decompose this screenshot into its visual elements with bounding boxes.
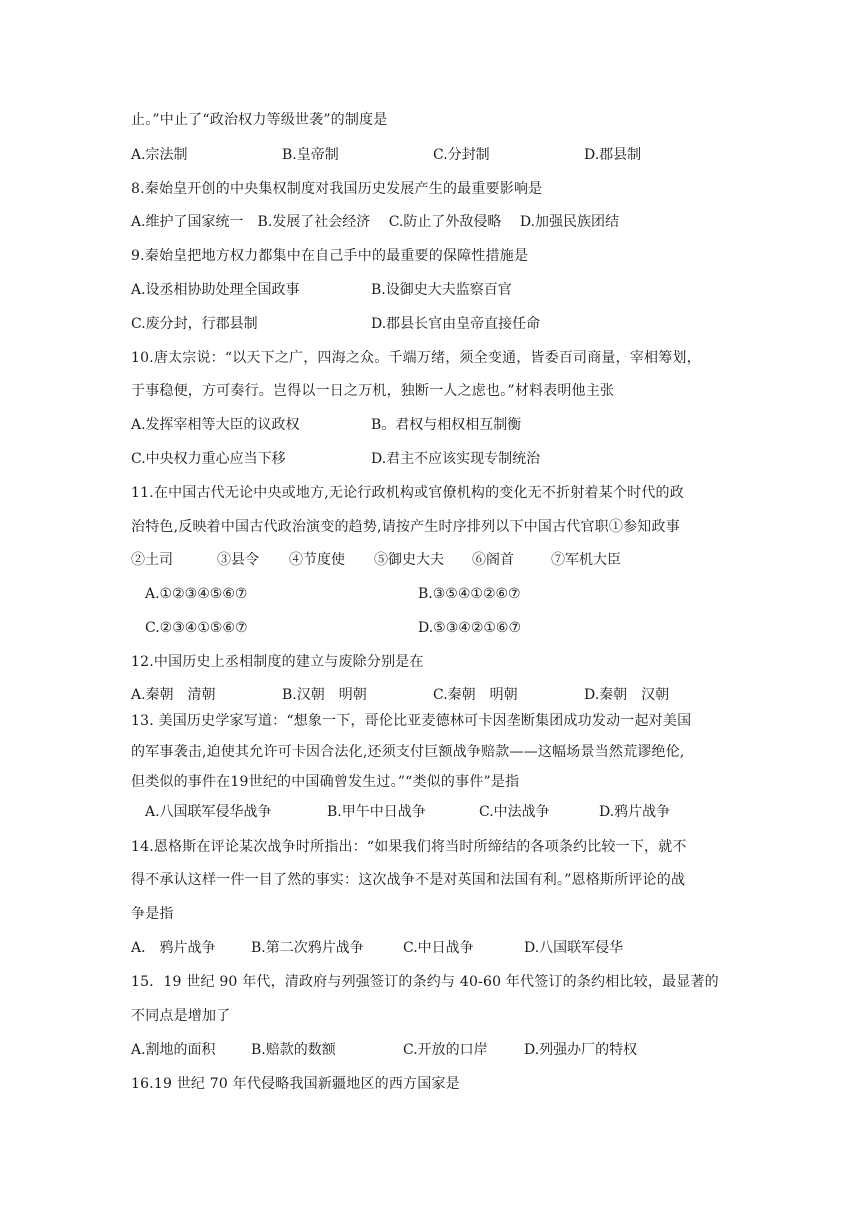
q11-item-6: ⑥阁首 [472,552,514,568]
q13-option-b: B.甲午中日战争 [327,804,426,820]
q11-item-3: ③县令 [217,552,259,568]
q10-option-a: A.发挥宰相等大臣的议政权 [131,417,300,433]
question-10-stem-1: 10.唐太宗说：“以天下之广，四海之众。千端万绪，须全变通，皆委百司商量，宰相筹划， [131,350,701,366]
q13-option-a: A.八国联军侵华战争 [145,804,272,820]
q7-option-d: D.郡县制 [584,147,642,163]
question-11-stem-1: 11.在中国古代无论中央或地方,无论行政机构或官僚机构的变化无不折射着某个时代的政 [131,485,684,501]
question-13-stem-1: 13. 美国历史学家写道：“想象一下，哥伦比亚麦德林可卡因垄断集团成功发动一起对美国 [131,713,692,729]
q14-option-c: C.中日战争 [403,940,474,956]
question-13-stem-3: 但类似的事件在19世纪的中国确曾发生过。”“类似的事件”是指 [131,774,520,790]
q12-option-a: A.秦朝 清朝 [131,687,216,703]
q7-option-b: B.皇帝制 [282,147,339,163]
q12-option-c: C.秦朝 明朝 [433,687,518,703]
q8-options: A.维护了国家统一 B.发展了社会经济 C.防止了外敌侵略 D.加强民族团结 [131,214,620,230]
q9-option-c: C.废分封，行郡县制 [131,316,258,332]
q14-option-a: A． 鸦片战争 [131,940,216,956]
q9-option-b: B.设御史大夫监察百官 [371,282,512,298]
q10-option-c: C.中央权力重心应当下移 [131,451,286,467]
question-15-stem-2: 不同点是增加了 [131,1008,231,1024]
question-9-stem: 9.秦始皇把地方权力都集中在自己手中的最重要的保障性措施是 [131,248,529,264]
q11-item-5: ⑤御史大夫 [374,552,444,568]
q15-option-d: D.列强办厂的特权 [524,1042,638,1058]
q10-option-d: D.君主不应该实现专制统治 [371,451,541,467]
q11-option-b: B.③⑤④①②⑥⑦ [418,586,521,602]
question-10-stem-2: 于事稳便，方可奏行。岂得以一日之万机，独断一人之虑也。”材料表明他主张 [131,383,615,399]
q13-option-d: D.鸦片战争 [599,804,671,820]
q15-option-b: B.赔款的数额 [251,1042,336,1058]
question-16-stem: 16.19 世纪 70 年代侵略我国新疆地区的西方国家是 [131,1076,460,1092]
question-13-stem-2: 的军事袭击,迫使其允许可卡因合法化,还须支付巨额战争赔款——这幅场景当然荒谬绝伦, [131,744,685,760]
q15-option-c: C.开放的口岸 [403,1042,488,1058]
question-8-stem: 8.秦始皇开创的中央集权制度对我国历史发展产生的最重要影响是 [131,181,543,197]
q11-item-7: ⑦军机大臣 [551,552,621,568]
q11-option-d: D.⑤③④②①⑥⑦ [418,620,522,636]
question-14-stem-2: 得不承认这样一件一目了然的事实：这次战争不是对英国和法国有利。”恩格斯所评论的战 [131,872,686,888]
q13-option-c: C.中法战争 [479,804,550,820]
question-11-stem-2: 治特色,反映着中国古代政治演变的趋势,请按产生时序排列以下中国古代官职①参知政事 [131,519,680,535]
question-14-stem-1: 14.恩格斯在评论某次战争时所指出：“如果我们将当时所缔结的各项条约比较一下，就不 [131,839,687,855]
q12-option-d: D.秦朝 汉朝 [584,687,670,703]
q11-option-a: A.①②③④⑤⑥⑦ [145,586,248,602]
q14-option-b: B.第二次鸦片战争 [251,940,364,956]
q15-option-a: A.割地的面积 [131,1042,216,1058]
q7-option-c: C.分封制 [433,147,490,163]
question-12-stem: 12.中国历史上丞相制度的建立与废除分别是在 [131,654,424,670]
q11-item-4: ④节度使 [289,552,345,568]
question-14-stem-3: 争是指 [131,906,174,922]
q12-option-b: B.汉朝 明朝 [282,687,367,703]
q11-option-c: C.②③④①⑤⑥⑦ [145,620,248,636]
q9-option-a: A.设丞相协助处理全国政事 [131,282,300,298]
q14-option-d: D.八国联军侵华 [524,940,624,956]
q11-item-2: ②土司 [131,552,173,568]
q10-option-b: B。君权与相权相互制衡 [371,417,522,433]
question-15-stem-1: 15．19 世纪 90 年代，清政府与列强签订的条约与 40-60 年代签订的条约相比较，最显著的 [131,974,719,990]
q7-option-a: A.宗法制 [131,147,188,163]
q9-option-d: D.郡县长官由皇帝直接任命 [371,316,541,332]
question-7-stem-end: 止。”中止了“政治权力等级世袭”的制度是 [131,112,388,128]
